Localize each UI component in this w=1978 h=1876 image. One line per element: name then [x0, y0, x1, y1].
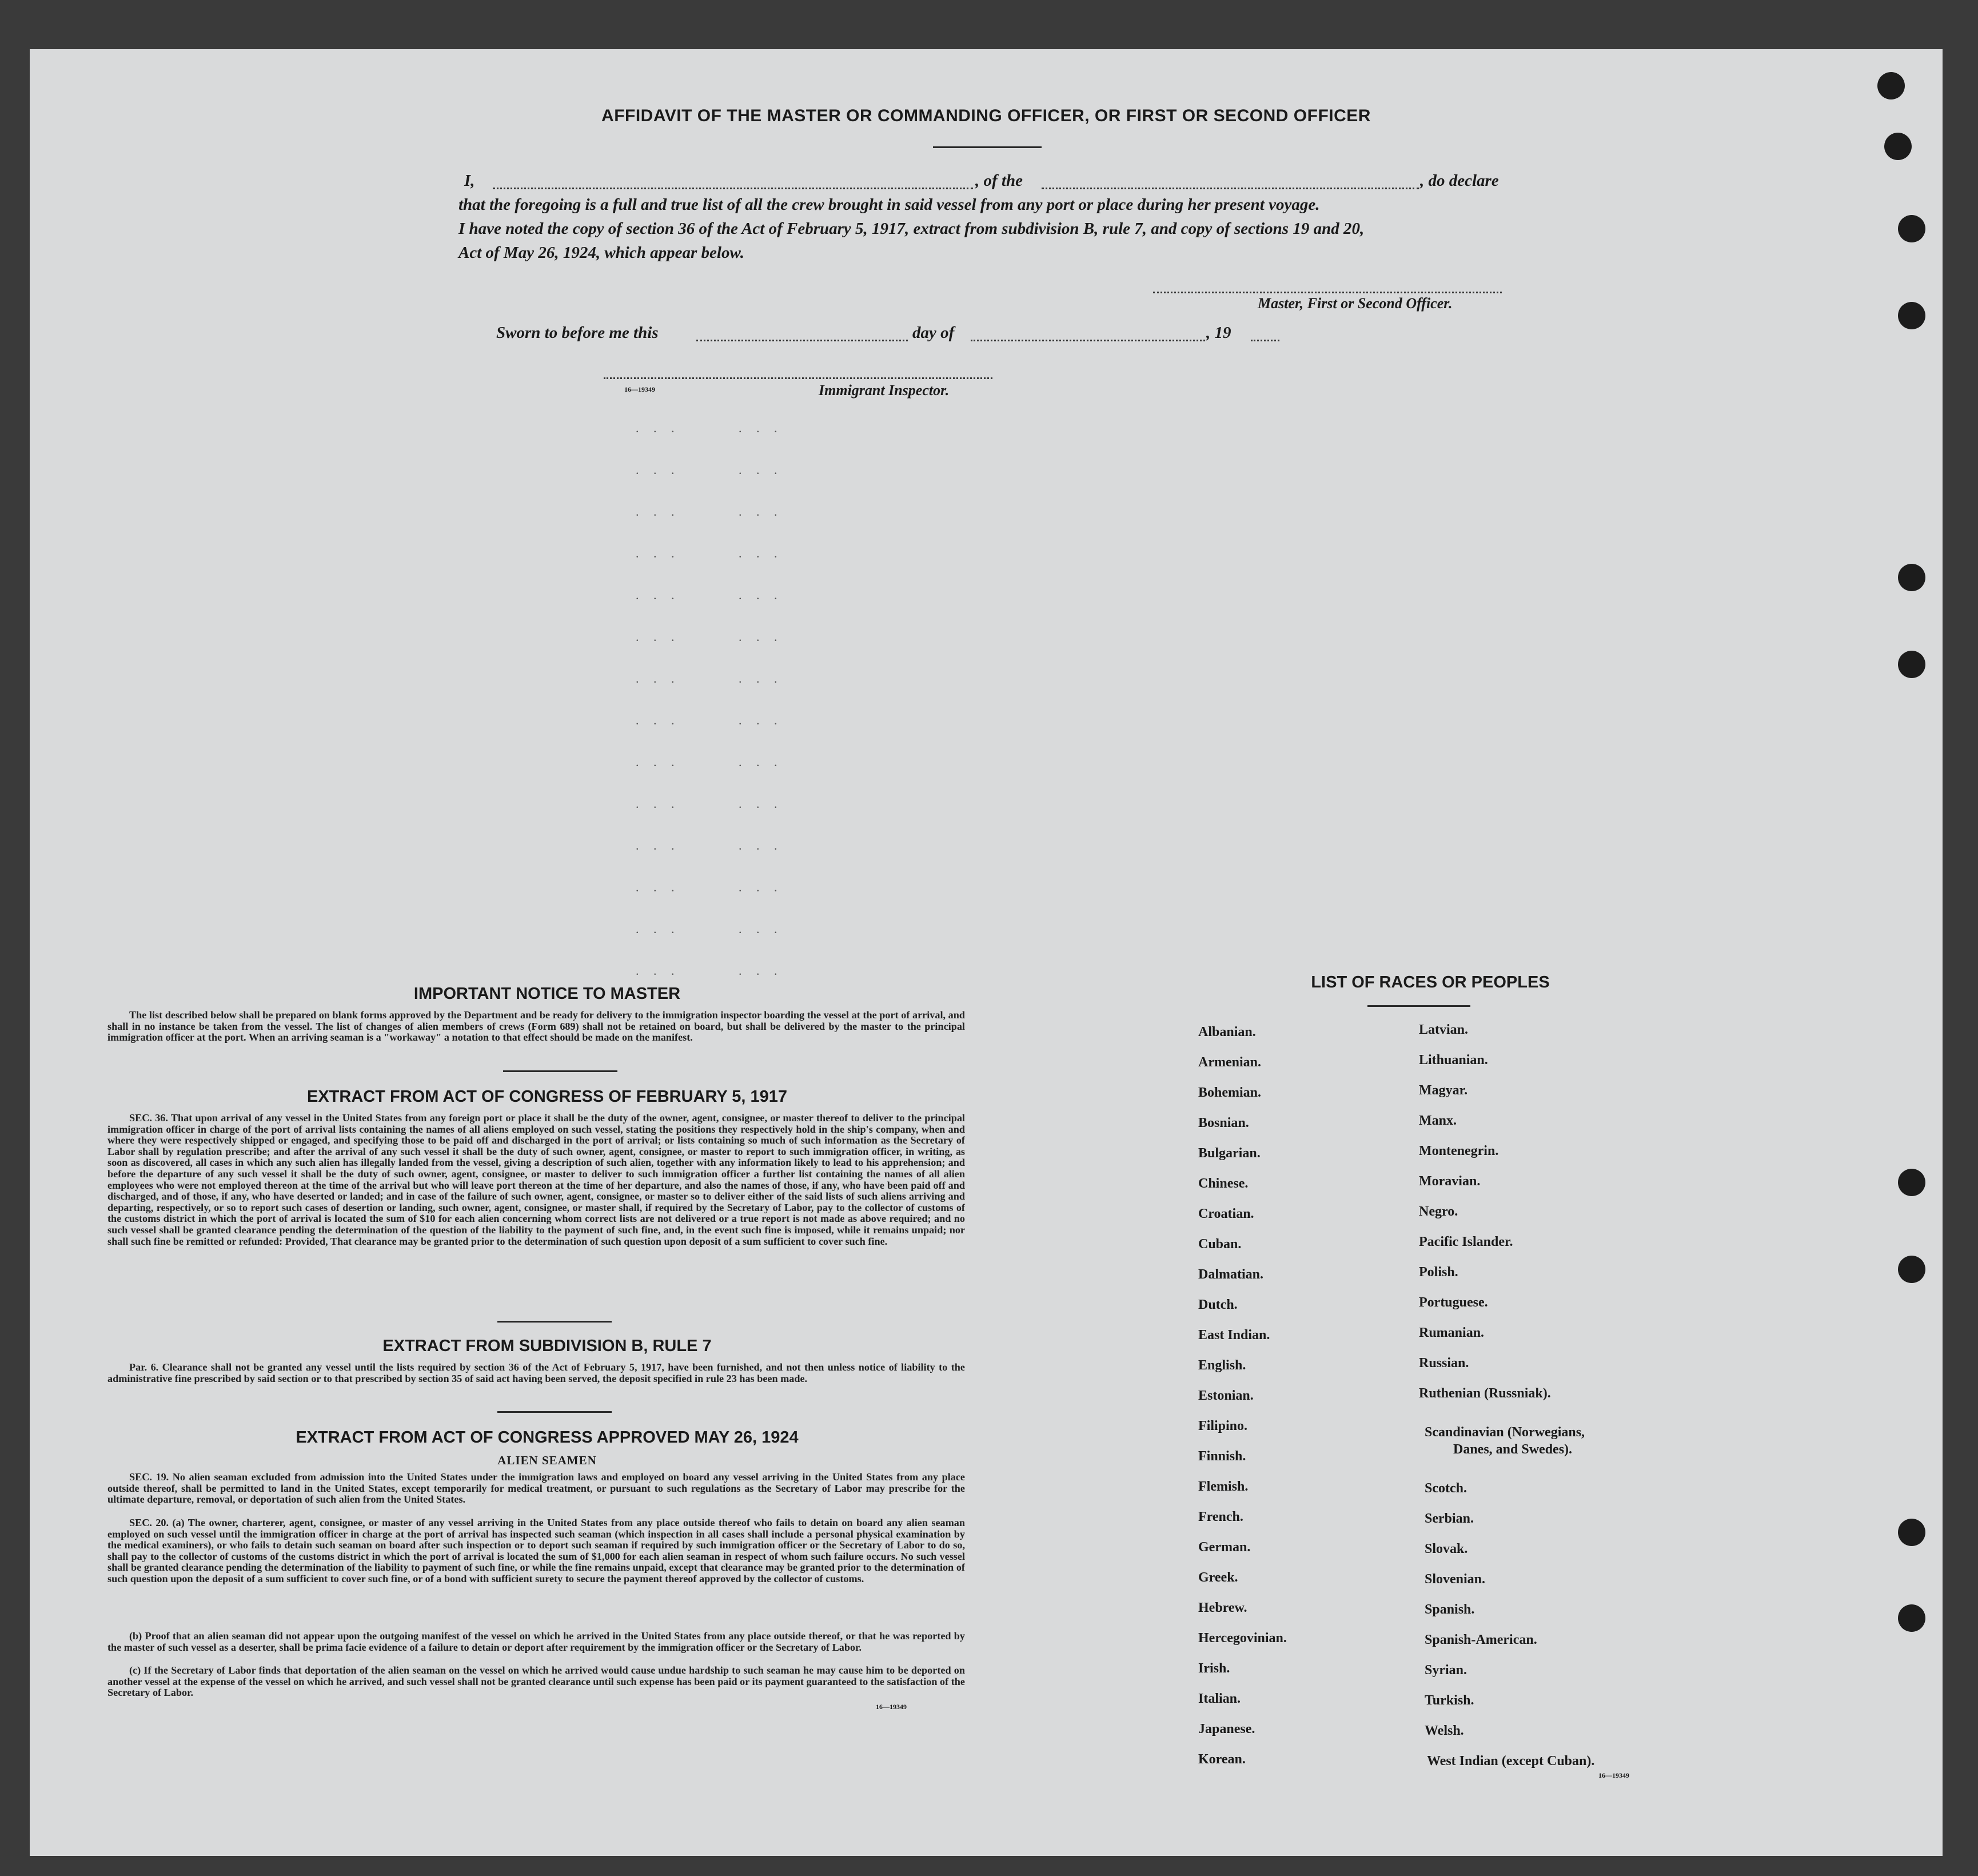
- binder-hole: [1898, 1604, 1925, 1632]
- race-item: Slovenian.: [1425, 1572, 1486, 1587]
- race-item: Bulgarian.: [1198, 1146, 1261, 1161]
- race-item: Estonian.: [1198, 1388, 1254, 1403]
- extract-1924-sec20b: (b) Proof that an alien seaman did not appear upon the outgoing manifest of the vessel on which he arrived in the United States from any place outside thereof, or that he was reported by the master of such vessel as a deserter, shall be prima facie evidence of a failure to detain or deport after requirement by the immigration officer or the Secretary of Labor.: [107, 1630, 965, 1653]
- race-item: Russian.: [1419, 1356, 1469, 1371]
- declaration-line-3: I have noted the copy of section 36 of the Act of February 5, 1917, extract from subdivision B, rule 7, and copy of sections 19 and 20,: [458, 220, 1365, 238]
- rule7-title: EXTRACT FROM SUBDIVISION B, RULE 7: [382, 1337, 712, 1355]
- race-item: Spanish.: [1425, 1602, 1475, 1617]
- do-declare-label: , do declare: [1420, 172, 1499, 190]
- section-divider: [497, 1321, 612, 1323]
- race-item: Bohemian.: [1198, 1085, 1262, 1100]
- race-item: Croatian.: [1198, 1206, 1254, 1221]
- declaration-line-2: that the foregoing is a full and true list of all the crew brought in said vessel from any port or place during her present voyage.: [458, 196, 1320, 214]
- race-item: Portuguese.: [1419, 1295, 1488, 1310]
- race-item: Bosnian.: [1198, 1116, 1249, 1130]
- year-label: , 19: [1206, 324, 1231, 342]
- leader-dots-column: . . . . . . . . . . . . . . . . . . . . . . . . . . . . . . . . . . . . . . . . . .: [739, 421, 783, 978]
- sworn-line: [496, 324, 1354, 342]
- race-item: Korean.: [1198, 1752, 1246, 1767]
- race-item: Serbian.: [1425, 1511, 1474, 1526]
- section-divider: [497, 1411, 612, 1413]
- binder-hole: [1898, 1256, 1925, 1283]
- signature-field[interactable]: [1153, 292, 1502, 293]
- race-item: Danes, and Swedes).: [1453, 1442, 1573, 1457]
- title-underline: [933, 146, 1042, 148]
- extract-1917-title: EXTRACT FROM ACT OF CONGRESS OF FEBRUARY 5, 1917: [306, 1088, 788, 1106]
- race-item: Manx.: [1419, 1113, 1457, 1128]
- race-item: Welsh.: [1425, 1723, 1464, 1738]
- sworn-label: Sworn to before me this: [496, 324, 659, 342]
- race-item: East Indian.: [1198, 1328, 1270, 1343]
- races-title-underline: [1367, 1005, 1470, 1007]
- extract-1924-sec19: SEC. 19. No alien seaman excluded from admission into the United States under the immigration laws and employed on board any vessel arriving in the United States from any place outside thereof, shall be permitted to land in the United States, except temporarily for medical treatment, or pursuant to such regulations as the Secretary of Labor may prescribe for the ultimate departure, removal, or deportation of such alien from the United States.: [107, 1471, 965, 1505]
- race-item: Cuban.: [1198, 1237, 1242, 1252]
- inspector-label: Immigrant Inspector.: [819, 382, 950, 399]
- signature-label: Master, First or Second Officer.: [1258, 295, 1453, 312]
- form-number: 16—19349: [624, 385, 655, 393]
- race-item: Scotch.: [1425, 1481, 1467, 1496]
- race-item: Polish.: [1419, 1265, 1458, 1280]
- race-item: Japanese.: [1198, 1722, 1255, 1736]
- race-item: Turkish.: [1425, 1693, 1474, 1708]
- race-item: Albanian.: [1198, 1025, 1256, 1039]
- race-item: Moravian.: [1419, 1174, 1481, 1189]
- race-item: Scandinavian (Norwegians,: [1425, 1425, 1585, 1440]
- leader-dots-column: . . . . . . . . . . . . . . . . . . . . . . . . . . . . . . . . . . . . . . . . . .: [636, 421, 680, 978]
- binder-hole: [1877, 72, 1905, 99]
- inspector-signature-field[interactable]: [604, 377, 992, 379]
- race-item: Latvian.: [1419, 1022, 1469, 1037]
- race-item: Lithuanian.: [1419, 1053, 1488, 1068]
- binder-hole: [1898, 302, 1925, 329]
- declarant-prefix: I,: [464, 172, 475, 190]
- race-item: Irish.: [1198, 1661, 1230, 1676]
- race-item: Finnish.: [1198, 1449, 1246, 1464]
- extract-1924-title: EXTRACT FROM ACT OF CONGRESS APPROVED MAY 26, 1924: [296, 1428, 799, 1447]
- race-item: Flemish.: [1198, 1479, 1249, 1494]
- extract-1924-subtitle: ALIEN SEAMEN: [497, 1453, 597, 1467]
- binder-hole: [1898, 564, 1925, 591]
- race-item: Italian.: [1198, 1691, 1241, 1706]
- race-item: Syrian.: [1425, 1663, 1467, 1678]
- sworn-day-field[interactable]: [696, 340, 908, 341]
- binder-hole: [1898, 1519, 1925, 1546]
- affidavit-title: AFFIDAVIT OF THE MASTER OR COMMANDING OFFICER, OR FIRST OR SECOND OFFICER: [601, 106, 1371, 125]
- race-item: Magyar.: [1419, 1083, 1468, 1098]
- race-item: Hercegovinian.: [1198, 1631, 1287, 1646]
- race-item: Spanish-American.: [1425, 1632, 1537, 1647]
- race-item: Filipino.: [1198, 1419, 1248, 1433]
- binder-hole: [1898, 1169, 1925, 1196]
- race-item: English.: [1198, 1358, 1246, 1373]
- declarant-name-field[interactable]: [493, 188, 973, 189]
- race-item: Armenian.: [1198, 1055, 1261, 1070]
- form-sheet: [30, 49, 1943, 1856]
- form-number: 16—19349: [1598, 1771, 1629, 1779]
- race-item: Negro.: [1419, 1204, 1458, 1219]
- sworn-year-field[interactable]: [1251, 340, 1279, 341]
- binder-hole: [1898, 651, 1925, 678]
- form-number: 16—19349: [876, 1703, 907, 1711]
- race-item: Greek.: [1198, 1570, 1238, 1585]
- extract-1924-sec20a: SEC. 20. (a) The owner, charterer, agent, consignee, or master of any vessel arriving in the United States from any place outside thereof who fails to detain on board any alien seaman employed on such vessel until the immigration officer in charge at the port of arrival has inspected such seaman (which inspection in all cases shall include a personal physical examination by the medical examiners), or who fails to detain such seaman on board after such inspection or to deport such seaman if required by such immigration officer or the Secretary of Labor to do so, shall pay to the collector of customs of the customs district in which the port of arrival is located the sum of $1,000 for each alien seaman in respect of whom such failure occurs. No such vessel shall be granted clearance pending the determination of the liability to payment of such fine, or while the fine remains unpaid, except that clearance may be granted prior to the determination of such question upon the deposit of a sum sufficient to cover such fine, or of a bond with sufficient surety to secure the payment thereof approved by the collector of customs.: [107, 1517, 965, 1584]
- day-of-label: day of: [912, 324, 955, 342]
- race-item: Dalmatian.: [1198, 1267, 1263, 1282]
- binder-hole: [1898, 215, 1925, 242]
- notice-title: IMPORTANT NOTICE TO MASTER: [413, 985, 681, 1003]
- extract-1924-sec20c: (c) If the Secretary of Labor finds that deportation of the alien seaman on the vessel on which he arrived would cause undue hardship to such seaman he may cause him to be deported on another vessel at the expense of the vessel on which he arrived, and such vessel shall not be granted clearance until such expense has been paid or its payment guaranteed to the satisfaction of the Secretary of Labor.: [107, 1664, 965, 1699]
- race-item: French.: [1198, 1509, 1243, 1524]
- race-item: Ruthenian (Russniak).: [1419, 1386, 1551, 1401]
- race-item: Dutch.: [1198, 1297, 1238, 1312]
- race-item: Rumanian.: [1419, 1325, 1485, 1340]
- race-item: West Indian (except Cuban).: [1427, 1754, 1595, 1769]
- race-item: Pacific Islander.: [1419, 1234, 1513, 1249]
- extract-1917-text: SEC. 36. That upon arrival of any vessel in the United States from any foreign port or place it shall be the duty of the owner, agent, consignee, or master thereof to deliver to the principal immigration officer in charge of the port of arrival lists containing the names of all aliens employed on such vessel, stating the positions they respectively hold in the ship's company, when and where they were respectively shipped or engaged, and specifying those to be paid off and discharged in the port of arrival; or lists containing so much of such information as the Secretary of Labor shall by regulation prescribe; and after the arrival of any such vessel it shall be the duty of such owner, agent, consignee, or master to report to such immigration officer, in writing, as soon as discovered, all cases in which any such alien has illegally landed from the vessel, giving a description of such alien, together with any information likely to lead to his apprehension; and before the departure of any such vessel it shall be the duty of such owner, agent, consignee, or master to deliver to such immigration officer a further list containing the names of all alien employees who were not employed thereon at the time of the arrival but who will leave port thereon at the time of her departure, and also the names of those, if any, who have been paid off and discharged, and of those, if any, who have deserted or landed; and in case of the failure of such owner, agent, consignee, or master so to deliver either of the said lists of such aliens arriving and departing, respectively, or so to report such cases of desertion or landing, such owner, agent, consignee, or master shall, if required by the Secretary of Labor, pay to the collector of customs of the customs district in which the port of arrival is located the sum of $10 for each alien concerning whom correct lists are not delivered or a true report is not made as above required; and no such vessel shall be granted clearance pending the determination of the question of the liability to the payment of such fine, and, in the event such fine is imposed, while it remains unpaid; nor shall such fine be remitted or refunded: Provided, That clearance may be granted prior to the determination of such question upon deposit of a sum sufficient to cover such fine.: [107, 1112, 965, 1247]
- declaration-line-1: [464, 172, 1550, 190]
- binder-hole: [1884, 133, 1912, 160]
- declaration-line-4: Act of May 26, 1924, which appear below.: [458, 244, 744, 262]
- race-item: Montenegrin.: [1419, 1144, 1499, 1158]
- rule7-text: Par. 6. Clearance shall not be granted any vessel until the lists required by section 36 of the Act of February 5, 1917, have been furnished, and not then unless notice of liability to the administrative fine prescribed by said section or to that prescribed by section 35 of said act having been served, the deposit specified in rule 23 has been made.: [107, 1361, 965, 1384]
- vessel-name-field[interactable]: [1042, 188, 1419, 189]
- race-item: Slovak.: [1425, 1542, 1468, 1556]
- section-divider: [503, 1070, 617, 1072]
- race-item: Hebrew.: [1198, 1600, 1247, 1615]
- race-item: German.: [1198, 1540, 1251, 1555]
- of-the-label: , of the: [975, 172, 1023, 190]
- sworn-month-field[interactable]: [971, 340, 1205, 341]
- notice-text: The list described below shall be prepared on blank forms approved by the Department and be ready for delivery to the immigration inspector boarding the vessel at the port of arrival, and shall in no instance be taken from the vessel. The list of changes of alien members of crews (Form 689) shall not be retained on board, but shall be delivered by the master to the principal immigration officer at the port. When an arriving seaman is a "workaway" a notation to that effect should be made on the manifest.: [107, 1009, 965, 1043]
- races-title: LIST OF RACES OR PEOPLES: [1311, 973, 1550, 991]
- race-item: Chinese.: [1198, 1176, 1249, 1191]
